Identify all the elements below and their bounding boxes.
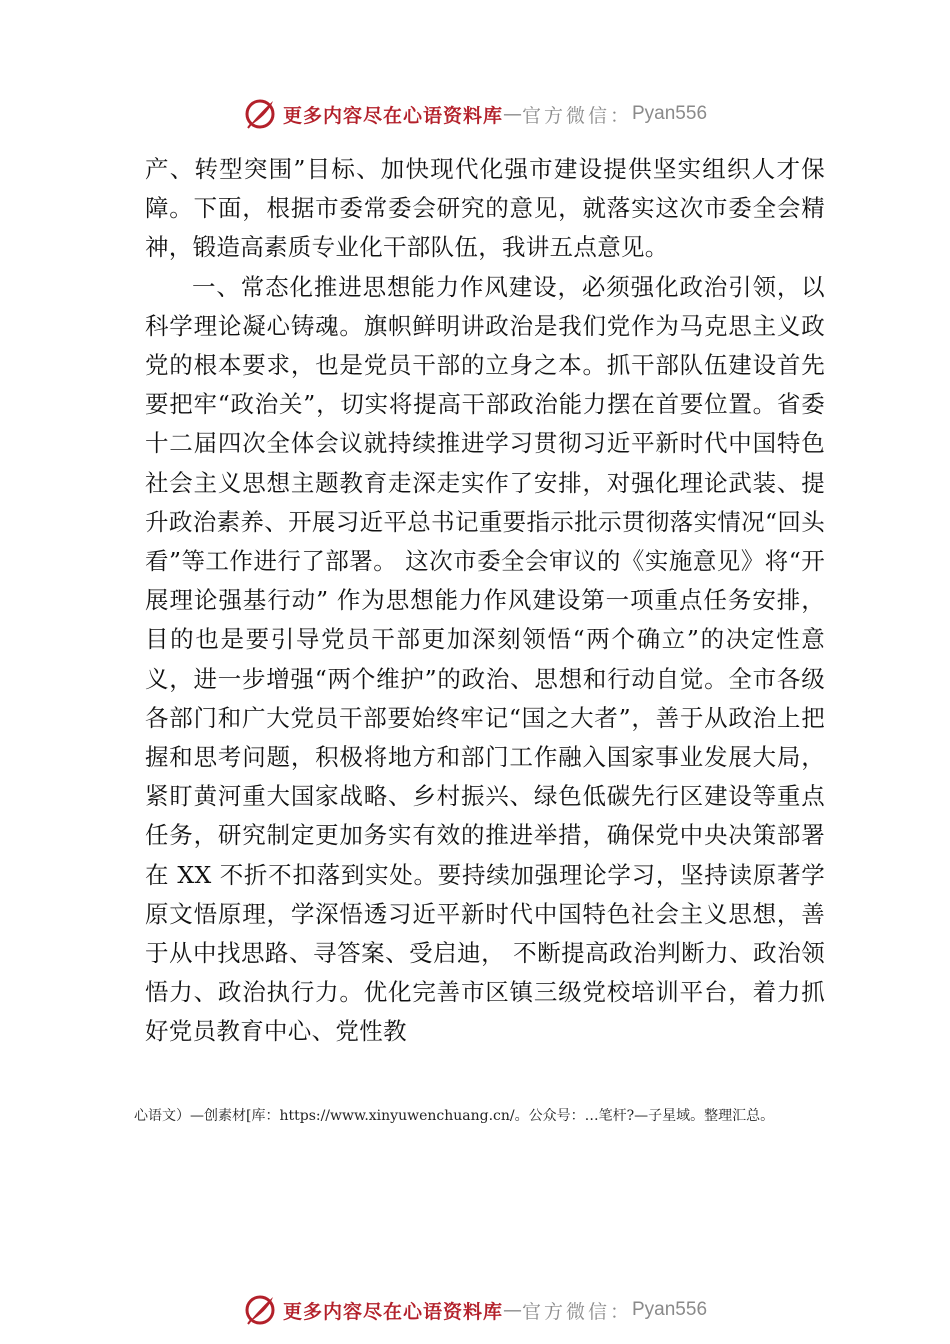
quill-pen-icon (243, 1293, 277, 1327)
footer-banner (0, 1290, 950, 1330)
wechat-label: 官方微信： (521, 1300, 632, 1323)
document-body (145, 150, 825, 1052)
header-banner (0, 94, 950, 134)
wechat-id: Pyan556 (632, 103, 708, 124)
brand-name: 更多内容尽在心语资料库 (282, 104, 503, 127)
banner-separator: — (502, 103, 522, 125)
brand-name: 更多内容尽在心语资料库 (282, 1300, 503, 1323)
wechat-id: Pyan556 (632, 1299, 708, 1320)
body-paragraph: 一、常态化推进思想能力作风建设，必须强化政治引领，以科学理论凝心铸魂。旗帜鲜明讲政治是我们党作为马克思主义政党的根本要求，也是党员干部的立身之本。抓干部队伍建设首先要把牢“政治关”，切实将提高干部政治能力摆在首要位置。省委十二届四次全体会议就持续推进学习贯彻习近平新时代中国特色社会主义思想主题教育走深走实作了安排，对强化理论武装、提升政治素养、开展习近平总书记重要指示批示贯彻落实情况“回头看”等工作进行了部署。 这次市委全会审议的《实施意见》将“开展理论强基行动” 作为思想能力作风建设第一项重点任务安排，目的也是要引导党员干部更加深刻领悟“两个确立”的决定性意义，进一步增强“两个维护”的政治、思想和行动自觉。全市各级各部门和广大党员干部要始终牢记“国之大者”，善于从政治上把握和思考问题，积极将地方和部门工作融入国家事业发展大局，紧盯黄河重大国家战略、乡村振兴、绿色低碳先行区建设等重点任务，研究制定更加务实有效的推进举措，确保党中央决策部署在 XX 不折不扣落到实处。要持续加强理论学习，坚持读原著学原文悟原理，学深悟透习近平新时代中国特色社会主义思想，善于从中找思路、寻答案、受启迪， 不断提高政治判断力、政治领悟力、政治执行力。优化完善市区镇三级党校培训平台，着力抓好党员教育中心、党性教 (145, 272, 825, 1046)
quill-pen-icon (243, 97, 277, 131)
wechat-label: 官方微信： (521, 104, 632, 127)
source-footnote: 心语文）—创素材[库：https://www.xinyuwenchuang.cn/。公众号：…笔杆?—子星域。整理汇总。 (134, 1108, 775, 1124)
body-paragraph: 产、转型突围”目标、加快现代化强市建设提供坚实组织人才保障。下面，根据市委常委会研究的意见，就落实这次市委全会精神，锻造高素质专业化干部队伍，我讲五点意见。 (145, 155, 825, 262)
banner-separator: — (502, 1299, 522, 1321)
